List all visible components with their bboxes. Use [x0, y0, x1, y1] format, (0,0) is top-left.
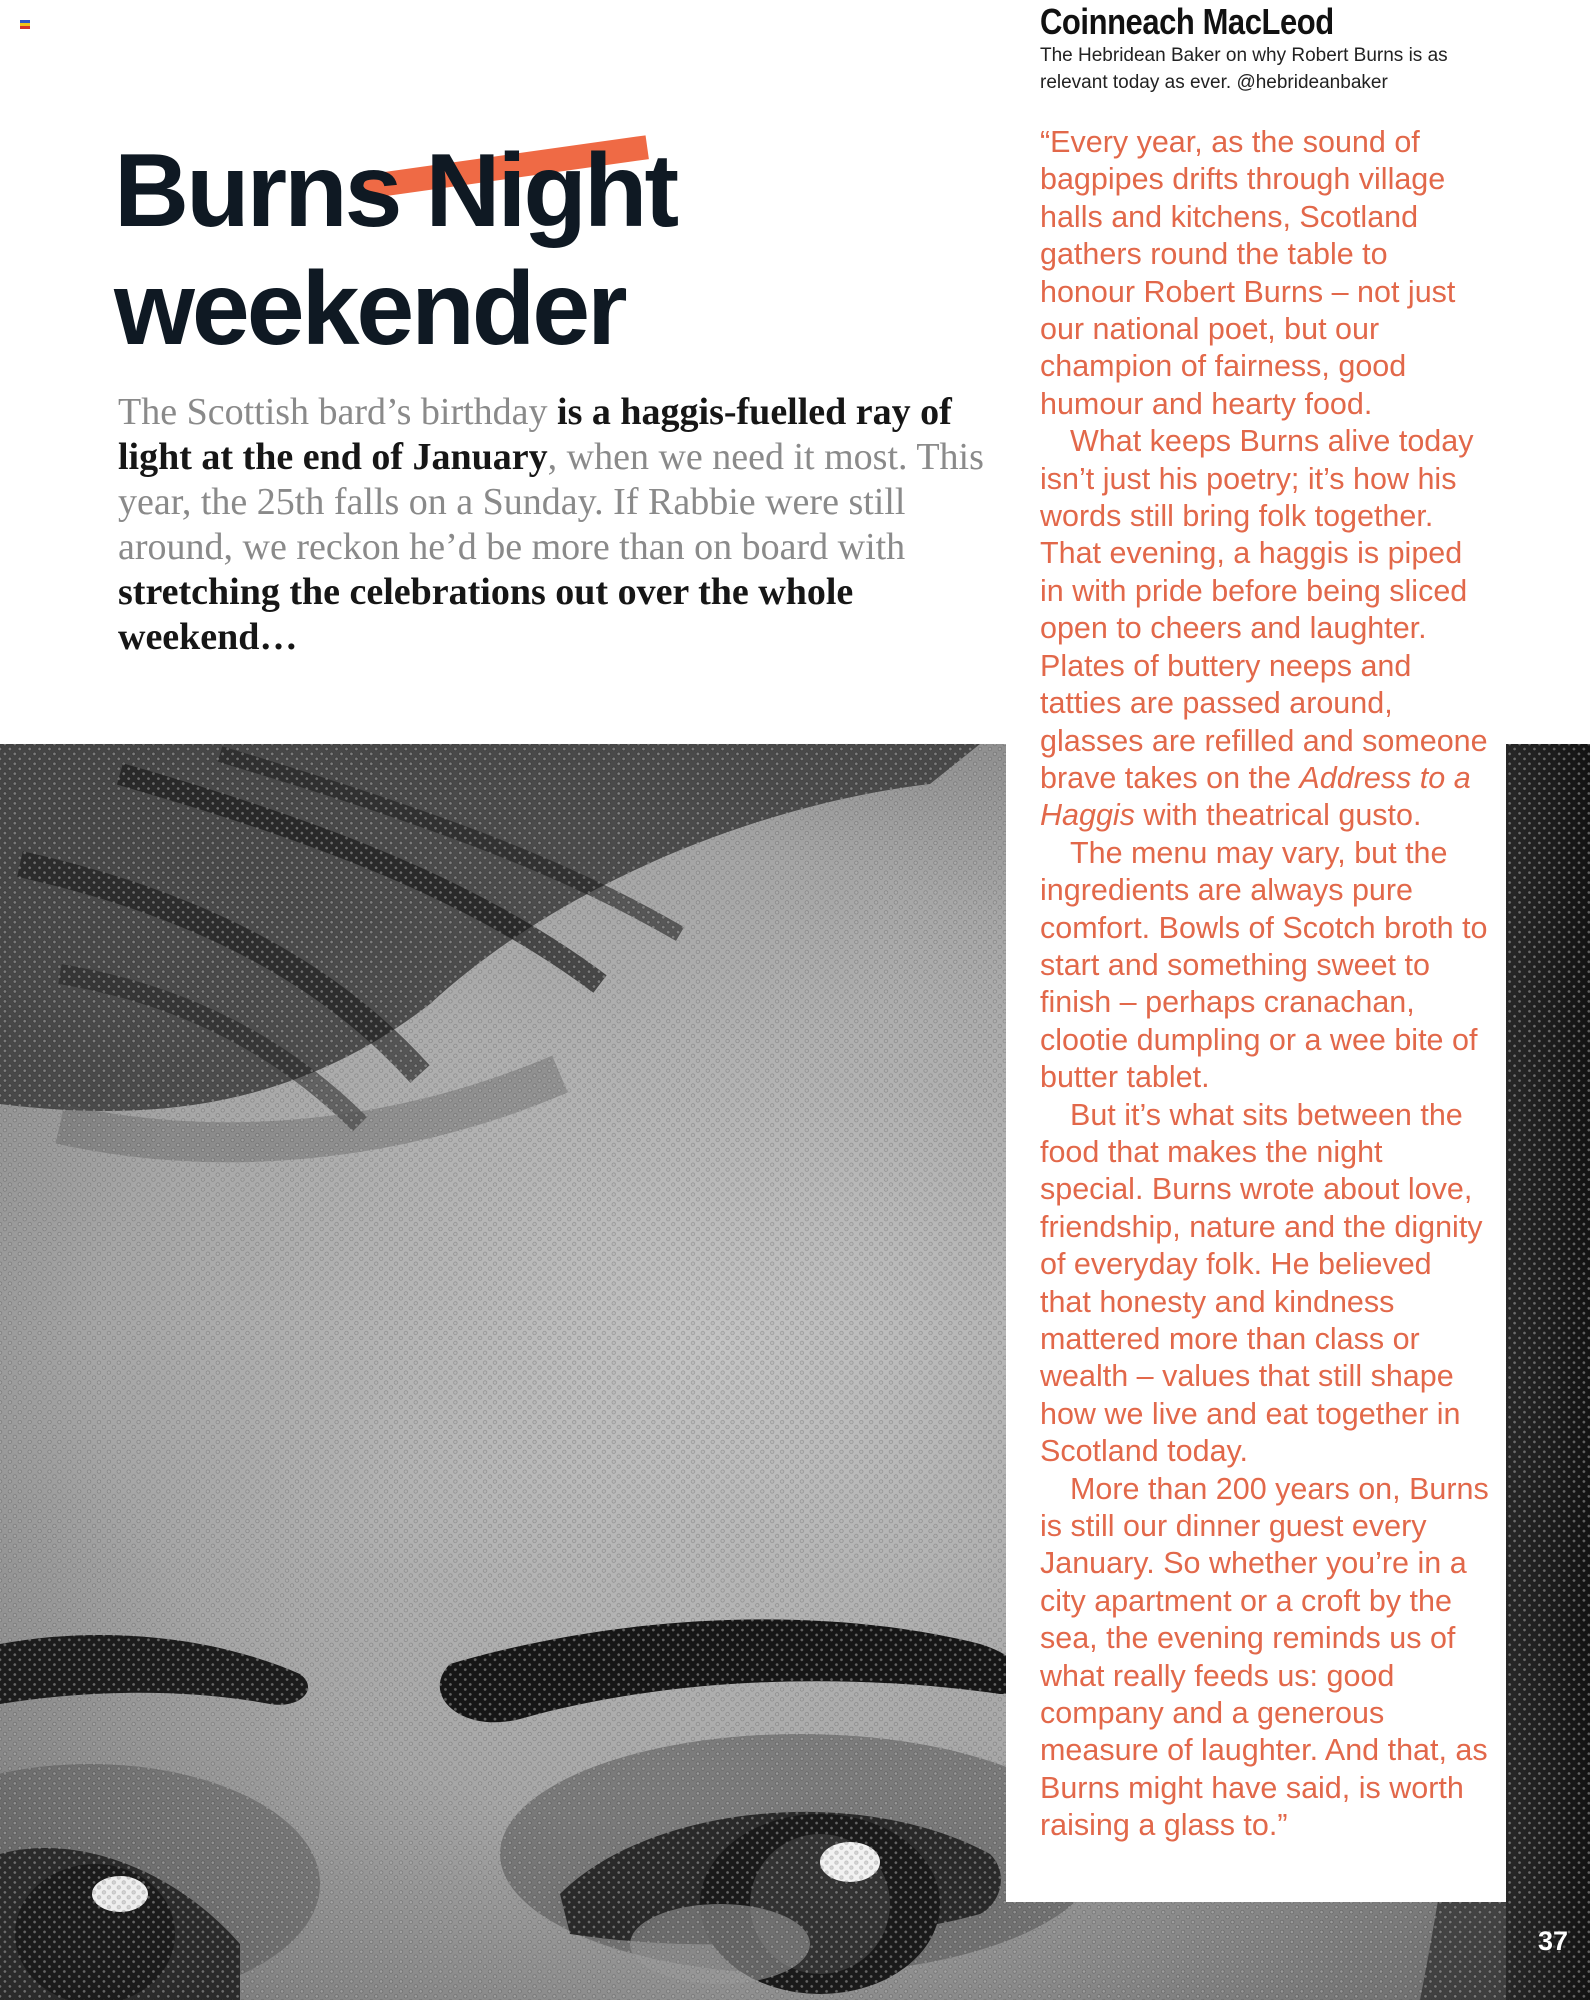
- column-intro: The Hebridean Baker on why Robert Burns is as relevant today as ever. @hebrideanbaker: [1040, 45, 1448, 93]
- flag-mark-icon: [20, 20, 30, 29]
- standfirst: [118, 390, 1008, 660]
- column-paragraph-4: But it’s what sits between the food that makes the night special. Burns wrote about love, friendship, nature and the dignity of everyday folk. He believed that honesty and kindness mattered more than class or wealth – values that still shape how we live and eat together in Scotland today.: [1040, 1097, 1483, 1469]
- column-body: [1040, 124, 1490, 1845]
- headline-word-night: Night: [425, 133, 677, 249]
- column-author: Coinneach MacLeod: [1040, 1, 1334, 42]
- column-paragraph-2: [1040, 423, 1490, 834]
- column-paragraph-3: The menu may vary, but the ingredients are always pure comfort. Bowls of Scotch broth to start and something sweet to finish – perhaps cranachan, clootie dumpling or a wee bite of butter tablet.: [1040, 835, 1488, 1095]
- column-poem-title: Address to a Haggis: [1040, 760, 1471, 833]
- flag-stripe-red: [20, 26, 30, 29]
- column-paragraph-5: More than 200 years on, Burns is still our dinner guest every January. So whether you’re in a city apartment or a croft by the sea, the evening reminds us of what really feeds us: good company and a generous measure of laughter. And that, as Burns might have said, is worth raising a glass to.”: [1040, 1471, 1489, 1843]
- standfirst-bold-2: stretching the celebrations out over the whole weekend…: [118, 571, 854, 658]
- headline: [114, 132, 676, 368]
- column-paragraph-2-end: with theatrical gusto.: [1134, 798, 1422, 833]
- standfirst-bold-1: is a haggis-fuelled ray of light at the end of January: [118, 391, 952, 478]
- opinion-column: [1006, 0, 1506, 1902]
- standfirst-part-1: The Scottish bard’s birthday: [118, 391, 558, 433]
- column-paragraph-2-start: What keeps Burns alive today isn’t just his poetry; it’s how his words still bring folk together. That evening, a haggis is piped in with pride before being sliced open to cheers and laughter. Plates of buttery neeps and tatties are passed around, glasses are refilled and someone brave takes on the: [1040, 424, 1488, 795]
- headline-line-2: weekender: [114, 251, 625, 367]
- standfirst-part-2: , when we need it most. This year, the 25th falls on a Sunday. If Rabbie were still around, we reckon he’d be more than on board with: [118, 436, 984, 568]
- column-paragraph-1: “Every year, as the sound of bagpipes drifts through village halls and kitchens, Scotland gathers round the table to honour Robert Burns – not just our national poet, but our champion of fairness, good humour and hearty food.: [1040, 125, 1456, 421]
- headline-word-burns: Burns: [114, 133, 400, 249]
- headline-line-1: [114, 132, 676, 250]
- page-number: 37: [1537, 1926, 1568, 1956]
